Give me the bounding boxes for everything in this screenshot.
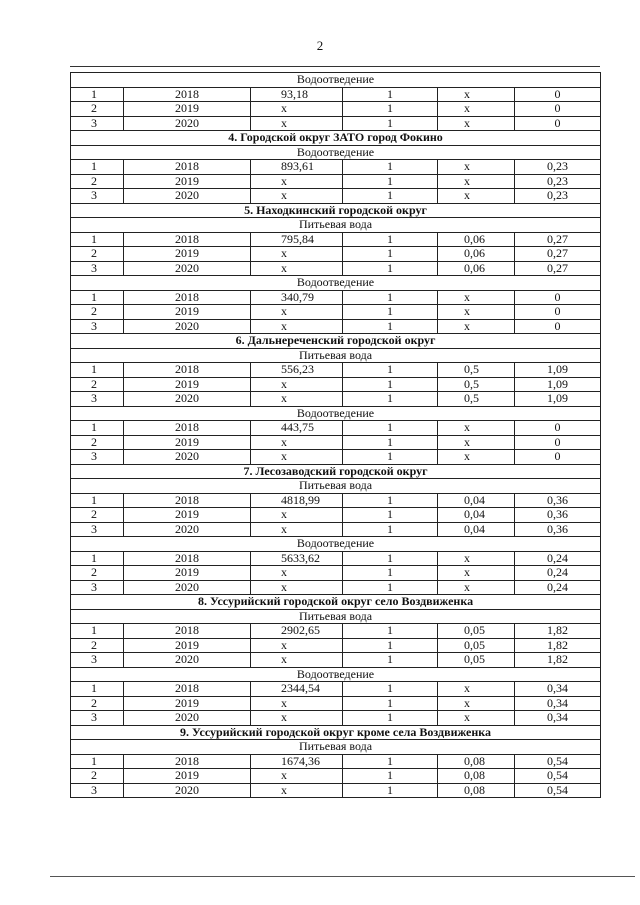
row-index-cell: 3 <box>71 522 124 537</box>
row-index-cell: 3 <box>71 319 124 334</box>
indicator-b-cell: 0,23 <box>515 189 601 204</box>
row-index-cell: 1 <box>71 232 124 247</box>
table-row <box>71 580 601 595</box>
year-cell: 2020 <box>124 653 251 668</box>
year-cell: 2018 <box>124 87 251 102</box>
coefficient-cell: 1 <box>343 392 438 407</box>
indicator-a-cell: 0,04 <box>438 522 515 537</box>
indicator-b-cell: 0 <box>515 319 601 334</box>
coefficient-cell: 1 <box>343 769 438 784</box>
indicator-a-cell: х <box>438 580 515 595</box>
table-row <box>71 261 601 276</box>
indicator-a-cell: 0,5 <box>438 377 515 392</box>
year-cell: 2018 <box>124 290 251 305</box>
indicator-b-cell: 0,36 <box>515 493 601 508</box>
tariff-table <box>70 72 601 798</box>
row-index-cell: 2 <box>71 696 124 711</box>
indicator-b-cell: 0 <box>515 290 601 305</box>
value-cell: 795,84 <box>251 232 343 247</box>
indicator-a-cell: 0,05 <box>438 638 515 653</box>
coefficient-cell: 1 <box>343 551 438 566</box>
indicator-a-cell: х <box>438 102 515 117</box>
year-cell: 2019 <box>124 174 251 189</box>
row-index-cell: 1 <box>71 551 124 566</box>
year-cell: 2018 <box>124 421 251 436</box>
year-cell: 2019 <box>124 247 251 262</box>
section-heading-row <box>71 595 601 610</box>
indicator-b-cell: 0 <box>515 421 601 436</box>
table-row <box>71 682 601 697</box>
subheading-row <box>71 667 601 682</box>
indicator-b-cell: 0,34 <box>515 682 601 697</box>
indicator-b-cell: 1,09 <box>515 363 601 378</box>
indicator-a-cell: 0,5 <box>438 363 515 378</box>
value-cell: х <box>251 696 343 711</box>
value-cell: х <box>251 508 343 523</box>
value-cell: х <box>251 435 343 450</box>
indicator-a-cell: х <box>438 319 515 334</box>
indicator-b-cell: 0,34 <box>515 711 601 726</box>
indicator-b-cell: 0,27 <box>515 261 601 276</box>
year-cell: 2019 <box>124 102 251 117</box>
row-index-cell: 2 <box>71 247 124 262</box>
row-index-cell: 2 <box>71 638 124 653</box>
value-cell: 893,61 <box>251 160 343 175</box>
row-index-cell: 1 <box>71 290 124 305</box>
indicator-a-cell: 0,08 <box>438 783 515 798</box>
year-cell: 2019 <box>124 696 251 711</box>
coefficient-cell: 1 <box>343 189 438 204</box>
table-row <box>71 493 601 508</box>
table-row <box>71 189 601 204</box>
indicator-a-cell: х <box>438 305 515 320</box>
section-heading: 6. Дальнереченский городской округ <box>71 334 601 349</box>
service-subheading: Питьевая вода <box>71 479 601 494</box>
year-cell: 2020 <box>124 450 251 465</box>
indicator-b-cell: 0,54 <box>515 754 601 769</box>
coefficient-cell: 1 <box>343 435 438 450</box>
table-row <box>71 769 601 784</box>
value-cell: х <box>251 566 343 581</box>
service-subheading: Водоотведение <box>71 406 601 421</box>
row-index-cell: 3 <box>71 711 124 726</box>
top-rule <box>70 66 600 67</box>
table-row <box>71 754 601 769</box>
indicator-b-cell: 0,36 <box>515 522 601 537</box>
year-cell: 2019 <box>124 435 251 450</box>
indicator-a-cell: 0,08 <box>438 769 515 784</box>
section-heading: 7. Лесозаводский городской округ <box>71 464 601 479</box>
indicator-b-cell: 0 <box>515 116 601 131</box>
year-cell: 2020 <box>124 580 251 595</box>
indicator-b-cell: 0,27 <box>515 232 601 247</box>
indicator-a-cell: х <box>438 682 515 697</box>
section-heading-row <box>71 725 601 740</box>
year-cell: 2019 <box>124 377 251 392</box>
table-row <box>71 392 601 407</box>
value-cell: 5633,62 <box>251 551 343 566</box>
subheading-row <box>71 348 601 363</box>
coefficient-cell: 1 <box>343 522 438 537</box>
coefficient-cell: 1 <box>343 319 438 334</box>
value-cell: х <box>251 653 343 668</box>
subheading-row <box>71 740 601 755</box>
value-cell: х <box>251 377 343 392</box>
subheading-row <box>71 218 601 233</box>
value-cell: х <box>251 305 343 320</box>
indicator-a-cell: 0,04 <box>438 508 515 523</box>
indicator-a-cell: х <box>438 189 515 204</box>
section-heading-row <box>71 203 601 218</box>
year-cell: 2018 <box>124 551 251 566</box>
table-row <box>71 247 601 262</box>
value-cell: 2344,54 <box>251 682 343 697</box>
year-cell: 2019 <box>124 305 251 320</box>
value-cell: 1674,36 <box>251 754 343 769</box>
section-heading-row <box>71 131 601 146</box>
value-cell: х <box>251 189 343 204</box>
value-cell: 443,75 <box>251 421 343 436</box>
indicator-a-cell: х <box>438 711 515 726</box>
indicator-b-cell: 1,09 <box>515 392 601 407</box>
indicator-b-cell: 0,24 <box>515 580 601 595</box>
indicator-b-cell: 0,27 <box>515 247 601 262</box>
bottom-rule <box>50 876 635 877</box>
indicator-a-cell: х <box>438 174 515 189</box>
coefficient-cell: 1 <box>343 580 438 595</box>
row-index-cell: 1 <box>71 493 124 508</box>
row-index-cell: 3 <box>71 189 124 204</box>
row-index-cell: 2 <box>71 305 124 320</box>
coefficient-cell: 1 <box>343 783 438 798</box>
table-row <box>71 87 601 102</box>
indicator-b-cell: 0 <box>515 435 601 450</box>
coefficient-cell: 1 <box>343 508 438 523</box>
indicator-a-cell: х <box>438 160 515 175</box>
value-cell: х <box>251 319 343 334</box>
coefficient-cell: 1 <box>343 653 438 668</box>
subheading-row <box>71 406 601 421</box>
service-subheading: Питьевая вода <box>71 348 601 363</box>
indicator-a-cell: х <box>438 421 515 436</box>
coefficient-cell: 1 <box>343 160 438 175</box>
indicator-b-cell: 0,54 <box>515 783 601 798</box>
indicator-b-cell: 0 <box>515 305 601 320</box>
row-index-cell: 3 <box>71 261 124 276</box>
table-row <box>71 421 601 436</box>
value-cell: х <box>251 711 343 726</box>
year-cell: 2020 <box>124 319 251 334</box>
service-subheading: Питьевая вода <box>71 218 601 233</box>
coefficient-cell: 1 <box>343 377 438 392</box>
row-index-cell: 2 <box>71 566 124 581</box>
year-cell: 2019 <box>124 769 251 784</box>
coefficient-cell: 1 <box>343 450 438 465</box>
table-row <box>71 551 601 566</box>
subheading-row <box>71 276 601 291</box>
indicator-a-cell: х <box>438 87 515 102</box>
row-index-cell: 2 <box>71 102 124 117</box>
year-cell: 2020 <box>124 261 251 276</box>
table-row <box>71 160 601 175</box>
year-cell: 2018 <box>124 363 251 378</box>
value-cell: х <box>251 783 343 798</box>
year-cell: 2020 <box>124 116 251 131</box>
value-cell: х <box>251 174 343 189</box>
service-subheading: Водоотведение <box>71 145 601 160</box>
row-index-cell: 3 <box>71 580 124 595</box>
indicator-a-cell: 0,06 <box>438 232 515 247</box>
indicator-b-cell: 0,24 <box>515 566 601 581</box>
row-index-cell: 1 <box>71 754 124 769</box>
value-cell: х <box>251 116 343 131</box>
indicator-b-cell: 1,82 <box>515 653 601 668</box>
table-row <box>71 653 601 668</box>
value-cell: 340,79 <box>251 290 343 305</box>
section-heading: 8. Уссурийский городской округ село Воздвиженка <box>71 595 601 610</box>
coefficient-cell: 1 <box>343 566 438 581</box>
year-cell: 2018 <box>124 160 251 175</box>
row-index-cell: 3 <box>71 783 124 798</box>
table-row <box>71 450 601 465</box>
row-index-cell: 3 <box>71 392 124 407</box>
indicator-b-cell: 0,34 <box>515 696 601 711</box>
service-subheading: Водоотведение <box>71 537 601 552</box>
row-index-cell: 1 <box>71 87 124 102</box>
row-index-cell: 1 <box>71 160 124 175</box>
coefficient-cell: 1 <box>343 116 438 131</box>
service-subheading: Водоотведение <box>71 667 601 682</box>
row-index-cell: 3 <box>71 116 124 131</box>
subheading-row <box>71 609 601 624</box>
year-cell: 2019 <box>124 508 251 523</box>
indicator-a-cell: х <box>438 450 515 465</box>
table-row <box>71 566 601 581</box>
coefficient-cell: 1 <box>343 493 438 508</box>
year-cell: 2018 <box>124 232 251 247</box>
indicator-b-cell: 0,36 <box>515 508 601 523</box>
value-cell: 93,18 <box>251 87 343 102</box>
indicator-b-cell: 0 <box>515 102 601 117</box>
coefficient-cell: 1 <box>343 102 438 117</box>
indicator-b-cell: 0,23 <box>515 174 601 189</box>
page-number: 2 <box>316 38 324 53</box>
table-row <box>71 305 601 320</box>
indicator-a-cell: х <box>438 116 515 131</box>
subheading-row <box>71 537 601 552</box>
indicator-b-cell: 0,54 <box>515 769 601 784</box>
indicator-b-cell: 0 <box>515 87 601 102</box>
year-cell: 2018 <box>124 624 251 639</box>
table-row <box>71 377 601 392</box>
section-heading: 5. Находкинский городской округ <box>71 203 601 218</box>
indicator-a-cell: 0,5 <box>438 392 515 407</box>
value-cell: х <box>251 247 343 262</box>
value-cell: х <box>251 261 343 276</box>
row-index-cell: 2 <box>71 435 124 450</box>
indicator-b-cell: 0 <box>515 450 601 465</box>
table-row <box>71 638 601 653</box>
coefficient-cell: 1 <box>343 421 438 436</box>
value-cell: 556,23 <box>251 363 343 378</box>
coefficient-cell: 1 <box>343 232 438 247</box>
year-cell: 2020 <box>124 522 251 537</box>
row-index-cell: 1 <box>71 682 124 697</box>
section-heading: 4. Городской округ ЗАТО город Фокино <box>71 131 601 146</box>
year-cell: 2018 <box>124 493 251 508</box>
coefficient-cell: 1 <box>343 261 438 276</box>
row-index-cell: 2 <box>71 377 124 392</box>
row-index-cell: 3 <box>71 450 124 465</box>
value-cell: х <box>251 769 343 784</box>
service-subheading: Питьевая вода <box>71 740 601 755</box>
table-row <box>71 435 601 450</box>
value-cell: х <box>251 102 343 117</box>
value-cell: х <box>251 392 343 407</box>
indicator-a-cell: 0,04 <box>438 493 515 508</box>
indicator-a-cell: 0,06 <box>438 247 515 262</box>
row-index-cell: 1 <box>71 421 124 436</box>
coefficient-cell: 1 <box>343 174 438 189</box>
year-cell: 2020 <box>124 783 251 798</box>
indicator-b-cell: 0,23 <box>515 160 601 175</box>
coefficient-cell: 1 <box>343 363 438 378</box>
coefficient-cell: 1 <box>343 696 438 711</box>
table-row <box>71 624 601 639</box>
value-cell: х <box>251 638 343 653</box>
table-row <box>71 508 601 523</box>
indicator-a-cell: 0,08 <box>438 754 515 769</box>
indicator-b-cell: 0,24 <box>515 551 601 566</box>
service-subheading: Питьевая вода <box>71 609 601 624</box>
value-cell: х <box>251 580 343 595</box>
table-row <box>71 319 601 334</box>
coefficient-cell: 1 <box>343 290 438 305</box>
table-row <box>71 290 601 305</box>
value-cell: х <box>251 450 343 465</box>
service-subheading: Водоотведение <box>71 276 601 291</box>
year-cell: 2019 <box>124 566 251 581</box>
row-index-cell: 1 <box>71 363 124 378</box>
row-index-cell: 1 <box>71 624 124 639</box>
coefficient-cell: 1 <box>343 305 438 320</box>
table-row <box>71 696 601 711</box>
indicator-a-cell: х <box>438 290 515 305</box>
year-cell: 2020 <box>124 392 251 407</box>
row-index-cell: 2 <box>71 769 124 784</box>
indicator-a-cell: х <box>438 435 515 450</box>
row-index-cell: 2 <box>71 174 124 189</box>
value-cell: 2902,65 <box>251 624 343 639</box>
row-index-cell: 3 <box>71 653 124 668</box>
year-cell: 2020 <box>124 189 251 204</box>
indicator-a-cell: 0,05 <box>438 624 515 639</box>
coefficient-cell: 1 <box>343 682 438 697</box>
coefficient-cell: 1 <box>343 638 438 653</box>
indicator-a-cell: х <box>438 551 515 566</box>
table-row <box>71 522 601 537</box>
table-row <box>71 116 601 131</box>
row-index-cell: 2 <box>71 508 124 523</box>
year-cell: 2019 <box>124 638 251 653</box>
indicator-a-cell: 0,06 <box>438 261 515 276</box>
subheading-row <box>71 479 601 494</box>
table-row <box>71 102 601 117</box>
value-cell: 4818,99 <box>251 493 343 508</box>
indicator-b-cell: 1,82 <box>515 624 601 639</box>
indicator-a-cell: 0,05 <box>438 653 515 668</box>
year-cell: 2020 <box>124 711 251 726</box>
table-row <box>71 783 601 798</box>
year-cell: 2018 <box>124 682 251 697</box>
subheading-row <box>71 145 601 160</box>
table-row <box>71 363 601 378</box>
indicator-b-cell: 1,09 <box>515 377 601 392</box>
table-row <box>71 711 601 726</box>
indicator-a-cell: х <box>438 696 515 711</box>
indicator-a-cell: х <box>438 566 515 581</box>
section-heading: 9. Уссурийский городской округ кроме села Воздвиженка <box>71 725 601 740</box>
year-cell: 2018 <box>124 754 251 769</box>
subheading-row <box>71 73 601 88</box>
coefficient-cell: 1 <box>343 711 438 726</box>
coefficient-cell: 1 <box>343 247 438 262</box>
section-heading-row <box>71 464 601 479</box>
table-row <box>71 174 601 189</box>
value-cell: х <box>251 522 343 537</box>
section-heading-row <box>71 334 601 349</box>
table-body <box>71 73 601 798</box>
coefficient-cell: 1 <box>343 624 438 639</box>
table-row <box>71 232 601 247</box>
coefficient-cell: 1 <box>343 754 438 769</box>
indicator-b-cell: 1,82 <box>515 638 601 653</box>
service-subheading: Водоотведение <box>71 73 601 88</box>
coefficient-cell: 1 <box>343 87 438 102</box>
